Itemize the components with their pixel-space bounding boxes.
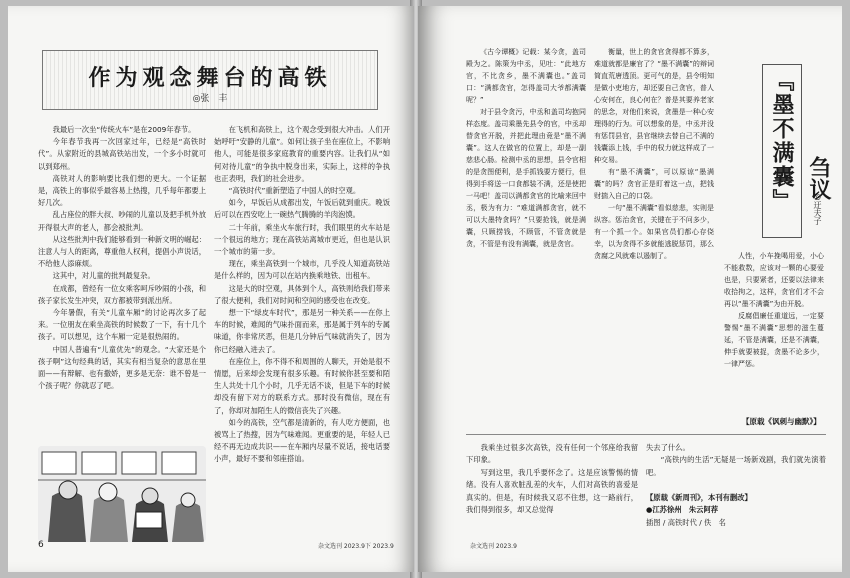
paragraph: 如今的高铁，空气都是清新的，有人吃方便面，也被骂上了热搜，因为气味难闻。更重要的是，年轻人已经不再无边成共识——在车厢内尽量不说话，接电话要小声，最好不要和邻座搭讪。: [214, 417, 390, 464]
paragraph: 人性，小车挽喝用爱，小心不能救数，应该对一颗的心要爱也是，只要紧者，还要以法律来收拾拘之，这样，贪官们才不会再以“墨不满囊”为由开脱。: [724, 252, 824, 308]
paragraph: 我最后一次坐“传统火车”是在2009年春节。: [52, 125, 196, 134]
paragraph: 二十年前，乘坐火车旅行时，我们眼里的火车站是一个很远的地方；现在高铁站离城市更近，但也是认识一个城市的第一步。: [214, 222, 390, 257]
running-header: 杂文选刊 2023.9: [470, 543, 517, 550]
train-illustration: [38, 446, 206, 542]
paragraph: 《古今谭概》记载：某今贪，盖司殿为之。陈策为中丞，见吐：“此地方官，不比贪乡，墨不满囊也。”盖司口：“满都贪官，怎得盖司大爷都满囊呢？”: [466, 48, 586, 104]
source-note: 【原载《讽刺与幽默》】: [742, 417, 821, 426]
paragraph: 一句“墨不满囊”看似慈悲，实则是纵容。惩治贪官，关键在于不问多少，有一个抓一个。如果官员们都心存侥幸，以为贪得不多就能逃脱惩罚，那么贪腐之风就难以遏制了。: [594, 204, 714, 260]
vertical-title: 『墨不满囊』: [769, 69, 795, 213]
paragraph: 反腐倡廉任重道远，一定要警惕“墨不满囊”思想的滋生蔓延，不管是满囊，还是不满囊，伸手就要被捉，贪墨不论多少，一律严惩。: [724, 312, 824, 368]
running-header: 杂文选刊 2023.9下 2023.9: [318, 543, 394, 550]
vertical-title-box: [762, 64, 802, 238]
article-title-box: [42, 50, 378, 110]
recommender: ●江苏徐州 朱云阿荐: [646, 505, 719, 515]
paragraph: “高铁内的生活”无疑是一场新戏剧，我们就先演着吧。: [646, 455, 826, 477]
left-column-1: [38, 124, 206, 442]
paragraph: 在成都，曾经有一位女乘客呵斥吵闹的小孩，和孩子家长发生冲突，双方都被带到派出所。: [38, 283, 206, 305]
paragraph: 今年暑假，有关“儿童车厢”的讨论再次多了起来。一位朋友在乘坐高铁的时候数了一下，有十几个孩子。可以想见，这个车厢一定是很热闹的。: [38, 308, 206, 342]
bottom-source-block: [646, 492, 826, 529]
bottom-source: 【原载《新周刊》，本刊有删改】: [646, 493, 752, 502]
article-title: 作为观念舞台的高铁: [88, 65, 332, 91]
right-page: [418, 6, 842, 572]
bottom-column-2: [646, 442, 826, 484]
paragraph: 今年春节我再一次回家过年，已经是“高铁时代”。从家附近的县城高铁站出发，一个多小时就可以到郑州。: [38, 137, 206, 171]
paragraph: 对于县令贪污，中丞和盖司均抱同样态度。盖司乘墨先县令的官，中丞却替贪官开脱，并把此理由竟是“墨不满囊”。这人在做官的位置上，却是一副慈悲心肠。检测中丞的思想，县令官相的是贪图便利，是手抓钱要方便行，但得到手将送一口食都装不满，还是使把一马吧！盖司以满都贪官的比喻来回中丞，极为有力：“难道满都贪官，就不可以大墨特贪吗？”只要抢钱，就是满囊，只顾捞钱，不顾管，不管贪就是贪，不管是有没有满囊，就是贪官。: [466, 108, 586, 248]
paragraph: 我乘坐过很多次高铁，没有任何一个邻座给我留下印象。: [466, 443, 638, 465]
paragraph: 失去了什么。: [646, 443, 690, 452]
paragraph: 想一下“绿皮车时代”，那是另一种关系——在你上车的时候，难闻的气味扑面而来，那是属于列车的专属味道，你非常厌恶，但是几分钟后气味就消失了，因为你已经融入进去了。: [214, 308, 390, 354]
paragraph: 在座位上，你不得不和周围的人聊天，开始是很不情愿，后来却会发现有很多乐趣。有时候你甚至要和陌生人共处十几个小时，几乎无话不谈，但是下车的时候却没有留下对方的联系方式。那时没有微信，现在有了，你却对加陌生人的微信丧失了兴趣。: [214, 356, 390, 415]
paragraph: 中国人普遍有“儿童优先”的观念。“大家还是个孩子啊”这句经典的话，其实有相当复杂的意思在里面——有辩解、也有撒娇，更多是无奈：谁不曾是一个孩子呢？你就忍了吧。: [38, 344, 206, 391]
paragraph: 现在，乘坐高铁到一个城市，几乎没人知道高铁站是什么样的，因为可以在站内换乘地铁、出租车。: [214, 259, 390, 281]
right-column-1: [466, 46, 586, 426]
paragraph: 这是大的时空观，具体到个人，高铁则给我们带来了很大便利，我们对时间和空间的感受也在改变。: [214, 283, 390, 305]
paragraph: 乱占座位的胖大叔、吵闹的儿童以及把手机外放开得很大声的老人，都会被批判。: [38, 210, 206, 232]
right-column-3: [724, 250, 824, 426]
right-column-2: [594, 46, 714, 426]
paragraph: 写到这里，我几乎要怀念了。这是应该警惕的情绪。没有人喜欢脏乱差的火车，人们对高铁的喜爱是真实的。但是，有时候我又忍不住想，这一路前行，我们得到很多，却又总觉得: [466, 467, 638, 515]
vertical-title-suffix: 刍议: [806, 156, 832, 200]
paragraph: 这其中，对儿童的批判最复杂。: [52, 271, 155, 281]
paragraph: 高铁对人的影响要比我们想的更大。一个证据是，高铁上的事似乎最容易上热搜，几乎每年都要上好几次。: [38, 173, 206, 208]
passengers-drawing-icon: [38, 446, 206, 542]
left-page: [8, 6, 414, 572]
vertical-author: ◎迂夫子: [813, 192, 822, 225]
paragraph: “高铁时代”重新塑造了中国人的时空观。: [228, 186, 361, 196]
page-number: 6: [38, 540, 44, 550]
paragraph: 从这些批判中我们能够看到一种新文明的崛起：注意人与人的距离，尊重他人权利，提倡小声说话，不给他人添麻烦。: [38, 234, 206, 269]
paragraph: 有“墨不满囊”，可以原谅“墨满囊”的吗？贪官正是盯着这一点，把钱财揣入自己的口袋。: [594, 168, 714, 200]
paragraph: 在飞机和高铁上，这个观念受到很大冲击。人们开始呼吁“安静的儿童”。如何让孩子坐在座位上，不影响他人，可能是很多家庭教育的重要内容。让我们从“如何对待儿童”的争执中脱身出来，实际上，这样的争执也正表明，我们的社会进步。: [214, 125, 390, 183]
illustration-credit: 插图 / 高铁时代 / 佚 名: [646, 517, 726, 527]
left-column-2: [214, 124, 390, 544]
article-author: ◎张 丰: [192, 94, 228, 104]
paragraph: 衡量，世上的贪官贪得都不算多，难道就都是廉官了？“墨不满囊”的辩词简直荒唐透顶。更可气的是，县令明知是做小吏地方，却还要自己贪官，普人心安何在，良心何在？普是其要养老家的思念，对他们来说，贪墨是一种心安理得的行为。可以想象的是，中丞并没有惩罚县官，县官继续去替自己不满的钱囊添上钱，手中的权力就这样成了一种交易。: [594, 48, 714, 164]
section-divider: [466, 434, 826, 435]
paragraph: 如今，早饭后从成都出发，午饭后就到重庆。晚饭后可以在西安吃上一碗热气腾腾的羊肉泡馍。: [214, 198, 390, 220]
bottom-column-1: [466, 442, 638, 542]
